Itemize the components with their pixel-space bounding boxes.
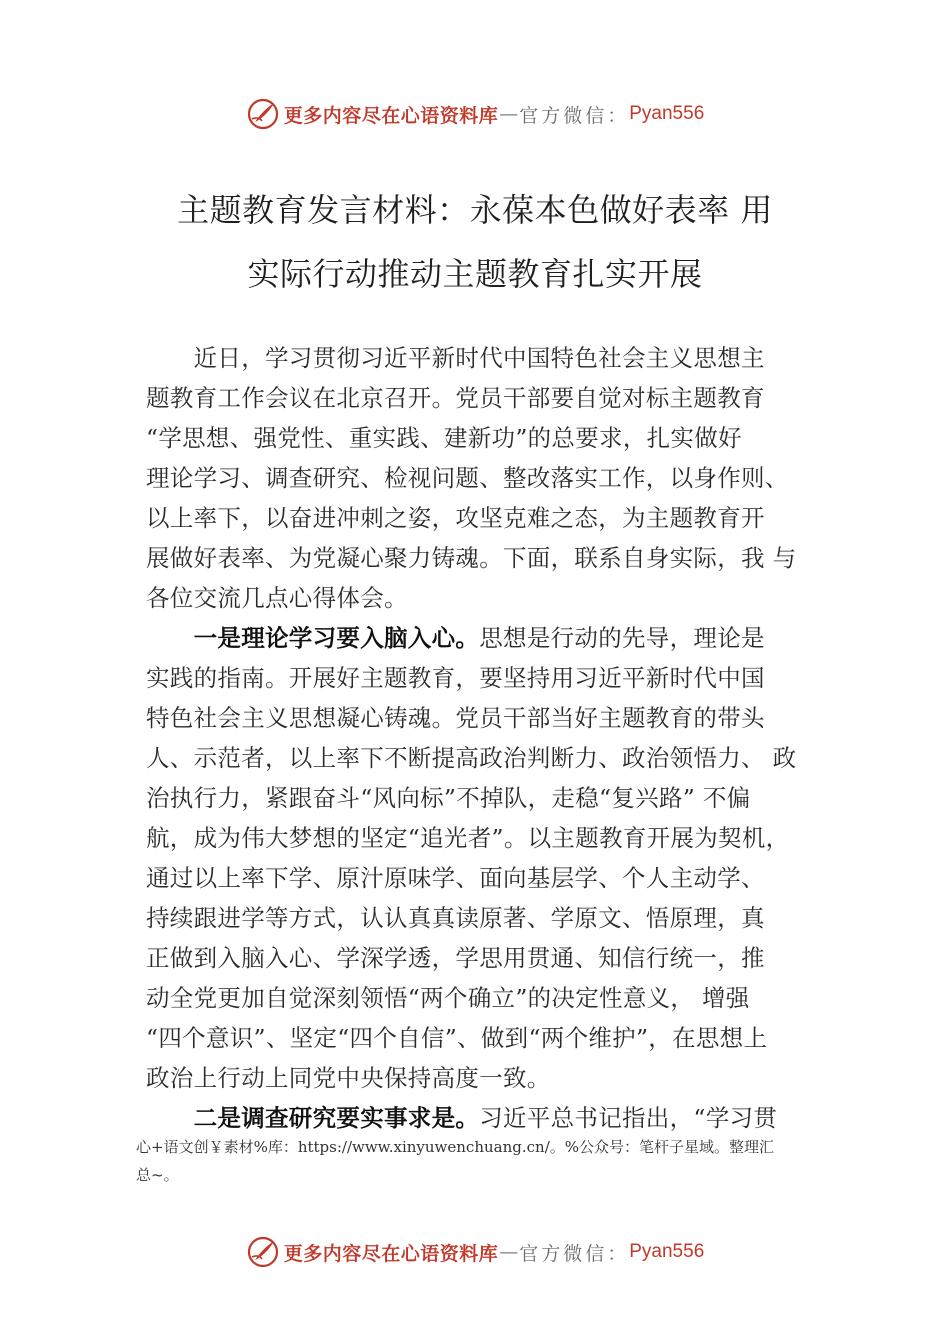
banner-wechat-id: Pyan556: [629, 103, 705, 124]
body-line: 持续跟进学等方式，认认真真读原著、学原文、悟原理，真: [146, 904, 765, 932]
quill-circle-icon: [246, 97, 280, 131]
body-line: [146, 618, 826, 658]
banner-wechat-label: 官方微信：: [519, 1242, 630, 1265]
body-line: 通过以上率下学、原汁原味学、面向基层学、个人主动学、: [146, 864, 765, 892]
document-body: [146, 338, 826, 1138]
paragraph-investigation: [146, 1098, 826, 1138]
banner-wechat-id: Pyan556: [629, 1241, 705, 1262]
quill-circle-icon: [246, 1235, 280, 1269]
document-title: [120, 178, 830, 306]
banner-dash: —: [499, 103, 519, 125]
body-line: “四个意识”、坚定“四个自信”、做到“两个维护”，在思想上: [146, 1024, 768, 1052]
body-line: [146, 1098, 826, 1138]
footnote-line-2: 总~。: [136, 1166, 179, 1184]
title-line-2: 实际行动推动主题教育扎实开展: [247, 255, 703, 293]
body-line: “学思想、强党性、重实践、建新功”的总要求，扎实做好: [146, 424, 742, 452]
body-line: 理论学习、调查研究、检视问题、整改落实工作，以身作则、: [146, 464, 789, 492]
body-line: 特色社会主义思想凝心铸魂。党员干部当好主题教育的带头: [146, 704, 765, 732]
body-text: 习近平总书记指出，“学习贯: [479, 1104, 778, 1132]
body-line: 近日，学习贯彻习近平新时代中国特色社会主义思想主: [146, 344, 765, 372]
banner-library-text: 更多内容尽在心语资料库: [283, 1242, 499, 1265]
body-line: 政治上行动上同党中央保持高度一致。: [146, 1064, 551, 1092]
body-line: 治执行力，紧跟奋斗“风向标”不掉队，走稳“复兴路” 不偏: [146, 784, 751, 812]
paragraph-theory-study: [146, 618, 826, 1098]
body-line: 各位交流几点心得体会。: [146, 584, 408, 612]
body-line: 实践的指南。开展好主题教育，要坚持用习近平新时代中国: [146, 664, 765, 692]
body-line: 题教育工作会议在北京召开。党员干部要自觉对标主题教育: [146, 384, 765, 412]
body-line: 动全党更加自觉深刻领悟“两个确立”的决定性意义， 增强: [146, 984, 750, 1012]
body-line: 航，成为伟大梦想的坚定“追光者”。以主题教育开展为契机，: [146, 824, 790, 852]
banner-dash: —: [499, 1241, 519, 1263]
banner-library-text: 更多内容尽在心语资料库: [283, 104, 499, 127]
body-line: 展做好表率、为党凝心聚力铸魂。下面，联系自身实际，我 与: [146, 544, 797, 572]
body-line: 正做到入脑入心、学深学透，学思用贯通、知信行统一，推: [146, 944, 765, 972]
body-text: 思想是行动的先导，理论是: [479, 624, 765, 652]
footer-banner: [0, 1234, 950, 1270]
footnote-line-1: 心+语文创￥素材%库：https://www.xinyuwenchuang.cn/。%公众号：笔杆子星域。整理汇: [136, 1138, 775, 1156]
footnote: [136, 1133, 836, 1189]
paragraph-intro: [146, 338, 826, 618]
section-heading-1: 一是理论学习要入脑入心。: [146, 624, 480, 652]
header-banner: [0, 96, 950, 132]
body-line: 人、示范者，以上率下不断提高政治判断力、政治领悟力、 政: [146, 744, 797, 772]
banner-wechat-label: 官方微信：: [519, 104, 630, 127]
section-heading-2: 二是调查研究要实事求是。: [146, 1104, 480, 1132]
body-line: 以上率下，以奋进冲刺之姿，攻坚克难之态，为主题教育开: [146, 504, 765, 532]
title-line-1: 主题教育发言材料：永葆本色做好表率 用: [177, 191, 773, 229]
